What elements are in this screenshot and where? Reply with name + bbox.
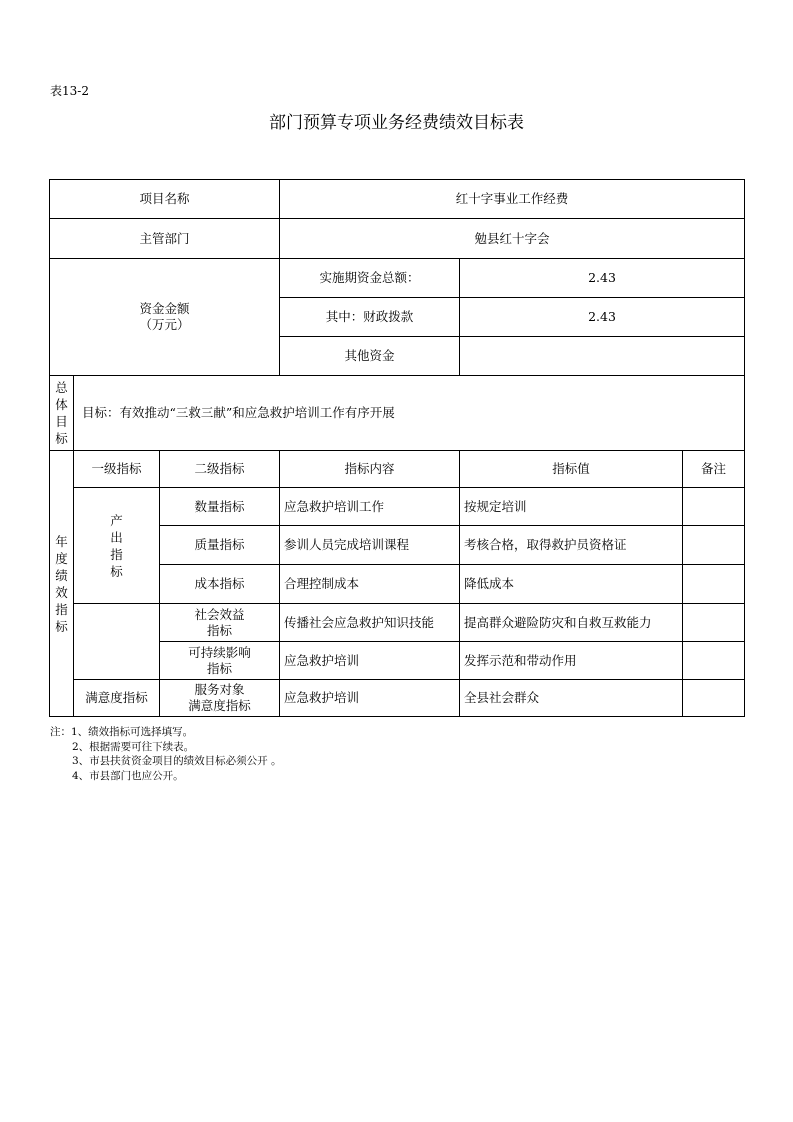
level2-text: 成本指标 [194,576,245,591]
funds-label-line2: （万元） [139,317,190,332]
annual-label-char: 指 [55,601,68,617]
level2-text: 指标 [206,660,232,676]
overall-goal-label [49,375,74,451]
content-cell: 应急救护培训 [279,679,460,717]
department-label: 主管部门 [49,218,280,259]
table-number: 表13-2 [50,84,89,98]
remark-cell [682,641,745,680]
overall-goal-char: 目 [55,414,68,429]
total-funds-label: 实施期资金总额： [279,258,460,298]
overall-goal-char: 体 [55,397,68,412]
output-label-char: 产 [110,512,123,528]
value-cell: 按规定培训 [459,487,683,526]
remark-cell [682,564,745,604]
output-label-char: 指 [110,546,123,562]
other-funds-label: 其他资金 [279,336,460,376]
content-cell: 应急救护培训 [279,641,460,680]
header-value: 指标值 [459,450,683,488]
annual-label-char: 绩 [55,567,68,583]
annual-label-char: 效 [55,584,68,600]
page-title: 部门预算专项业务经费绩效目标表 [269,113,524,133]
output-label-char: 出 [110,529,123,545]
header-level2: 二级指标 [159,450,280,488]
level2-cell [159,525,280,565]
overall-goal-char: 总 [55,380,68,395]
value-cell: 考核合格，取得救护员资格证 [459,525,683,565]
department-value: 勉县红十字会 [279,218,745,259]
note-line: 3、市县扶贫资金项目的绩效目标必须公开 。 [72,755,282,767]
level2-cell [159,487,280,526]
level2-text: 指标 [206,622,232,638]
funds-label [49,258,280,376]
content-cell: 参训人员完成培训课程 [279,525,460,565]
effect-indicator-label [73,603,160,680]
content-cell: 应急救护培训工作 [279,487,460,526]
note-line: 注：1、绩效指标可选择填写。 [50,726,194,738]
remark-cell [682,487,745,526]
fiscal-funds-value: 2.43 [459,297,745,337]
value-cell: 降低成本 [459,564,683,604]
output-label-char: 标 [110,563,123,579]
level2-cell [159,603,280,642]
header-content: 指标内容 [279,450,460,488]
total-funds-value: 2.43 [459,258,745,298]
project-name-label: 项目名称 [49,179,280,219]
header-remark: 备注 [682,450,745,488]
level2-cell [159,564,280,604]
level2-cell [159,641,280,680]
annual-indicator-label [49,450,74,717]
level2-cell [159,679,280,717]
content-cell: 合理控制成本 [279,564,460,604]
overall-goal-char: 标 [55,431,68,446]
remark-cell [682,603,745,642]
project-name-value: 红十字事业工作经费 [279,179,745,219]
satisfaction-indicator-label: 满意度指标 [73,679,160,717]
notes [50,725,282,783]
level2-text: 服务对象 [194,682,245,697]
remark-cell [682,679,745,717]
other-funds-value [459,336,745,376]
performance-target-table [49,179,745,717]
remark-cell [682,525,745,565]
output-indicator-label [73,487,160,604]
overall-goal-text: 目标：有效推动“三救三献”和应急救护培训工作有序开展 [73,375,745,451]
annual-label-char: 标 [55,618,68,634]
value-cell: 发挥示范和带动作用 [459,641,683,680]
level2-text: 社会效益 [194,606,245,622]
header-level1: 一级指标 [73,450,160,488]
content-cell: 传播社会应急救护知识技能 [279,603,460,642]
fiscal-funds-label: 其中：财政拨款 [279,297,460,337]
annual-label-char: 度 [55,550,68,566]
level2-text: 质量指标 [194,537,245,552]
level2-text: 可持续影响 [188,644,251,660]
level2-text: 满意度指标 [188,698,251,713]
note-line: 2、根据需要可往下续表。 [72,740,195,753]
note-line: 4、市县部门也应公开。 [72,769,184,782]
level2-text: 数量指标 [194,498,245,514]
value-cell: 提高群众避险防灾和自救互救能力 [459,603,683,642]
value-cell: 全县社会群众 [459,679,683,717]
annual-label-char: 年 [55,533,68,549]
funds-label-line1: 资金金额 [139,301,190,316]
